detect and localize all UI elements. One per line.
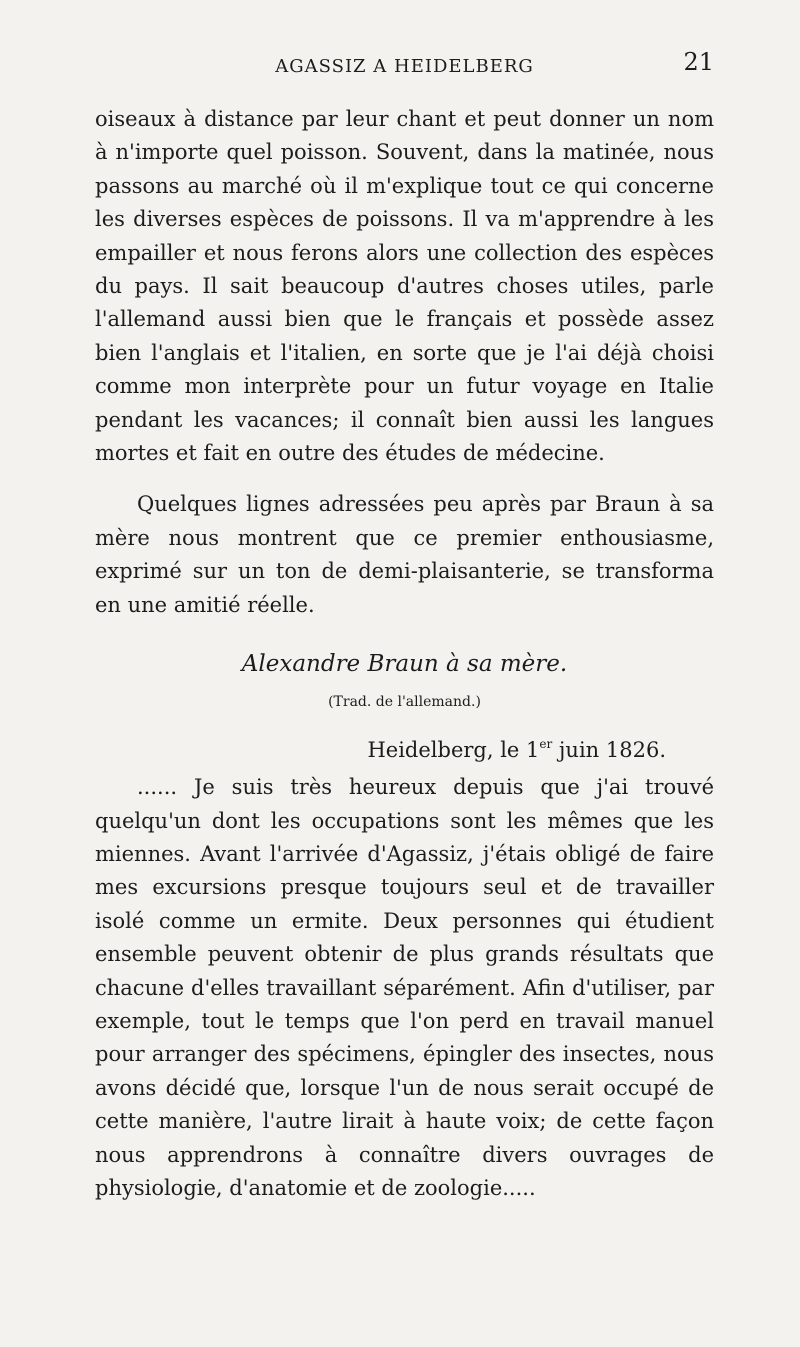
body-text bbox=[95, 103, 714, 1205]
paragraph-continuation: oiseaux à distance par leur chant et peut donner un nom à n'importe quel poisson. Souvent, dans la matinée, nous passons au marché où il m'explique tout ce qui concerne les diverses espèces de poissons. Il va m'apprendre à les empailler et nous ferons alors une collection des espèces du pays. Il sait beaucoup d'autres choses utiles, parle l'allemand aussi bien que le français et possède assez bien l'anglais et l'italien, en sorte que je l'ai déjà choisi comme mon interprète pour un futur voyage en Italie pendant les vacances; il connaît bien aussi les langues mortes et fait en outre des études de médecine. bbox=[95, 107, 714, 466]
letter-heading: Alexandre Braun à sa mère. bbox=[241, 651, 568, 678]
letter-dateline bbox=[95, 728, 714, 767]
page-number: 21 bbox=[683, 48, 714, 76]
letter-body: ...... Je suis très heureux depuis que j'ai trouvé quelqu'un dont les occupations sont les mêmes que les miennes. Avant l'arrivée d'Agassiz, j'étais obligé de faire mes excursions presque toujours seul et de travailler isolé comme un ermite. Deux personnes qui étudient ensemble peuvent obtenir de plus grands résultats que chacune d'elles travaillant séparément. Afin d'utiliser, par exemple, tout le temps que l'on perd en travail manuel pour arranger des spécimens, épingler des insectes, nous avons décidé que, lorsque l'un de nous serait occupé de cette manière, l'autre lirait à haute voix; de cette façon nous apprendrons à connaître divers ouvrages de physiologie, d'anatomie et de zoologie..... bbox=[95, 775, 714, 1200]
paragraph-intro: Quelques lignes adressées peu après par Braun à sa mère nous montrent que ce premier enthousiasme, exprimé sur un ton de demi-plaisanterie, se transforma en une amitié réelle. bbox=[95, 492, 714, 617]
running-title: AGASSIZ A HEIDELBERG bbox=[275, 56, 534, 77]
dateline-ordinal: er bbox=[539, 737, 553, 752]
translation-note: (Trad. de l'allemand.) bbox=[328, 694, 481, 711]
dateline-suffix: juin 1826. bbox=[552, 738, 666, 763]
running-head bbox=[95, 48, 714, 88]
dateline-prefix: Heidelberg, le 1 bbox=[367, 738, 540, 763]
